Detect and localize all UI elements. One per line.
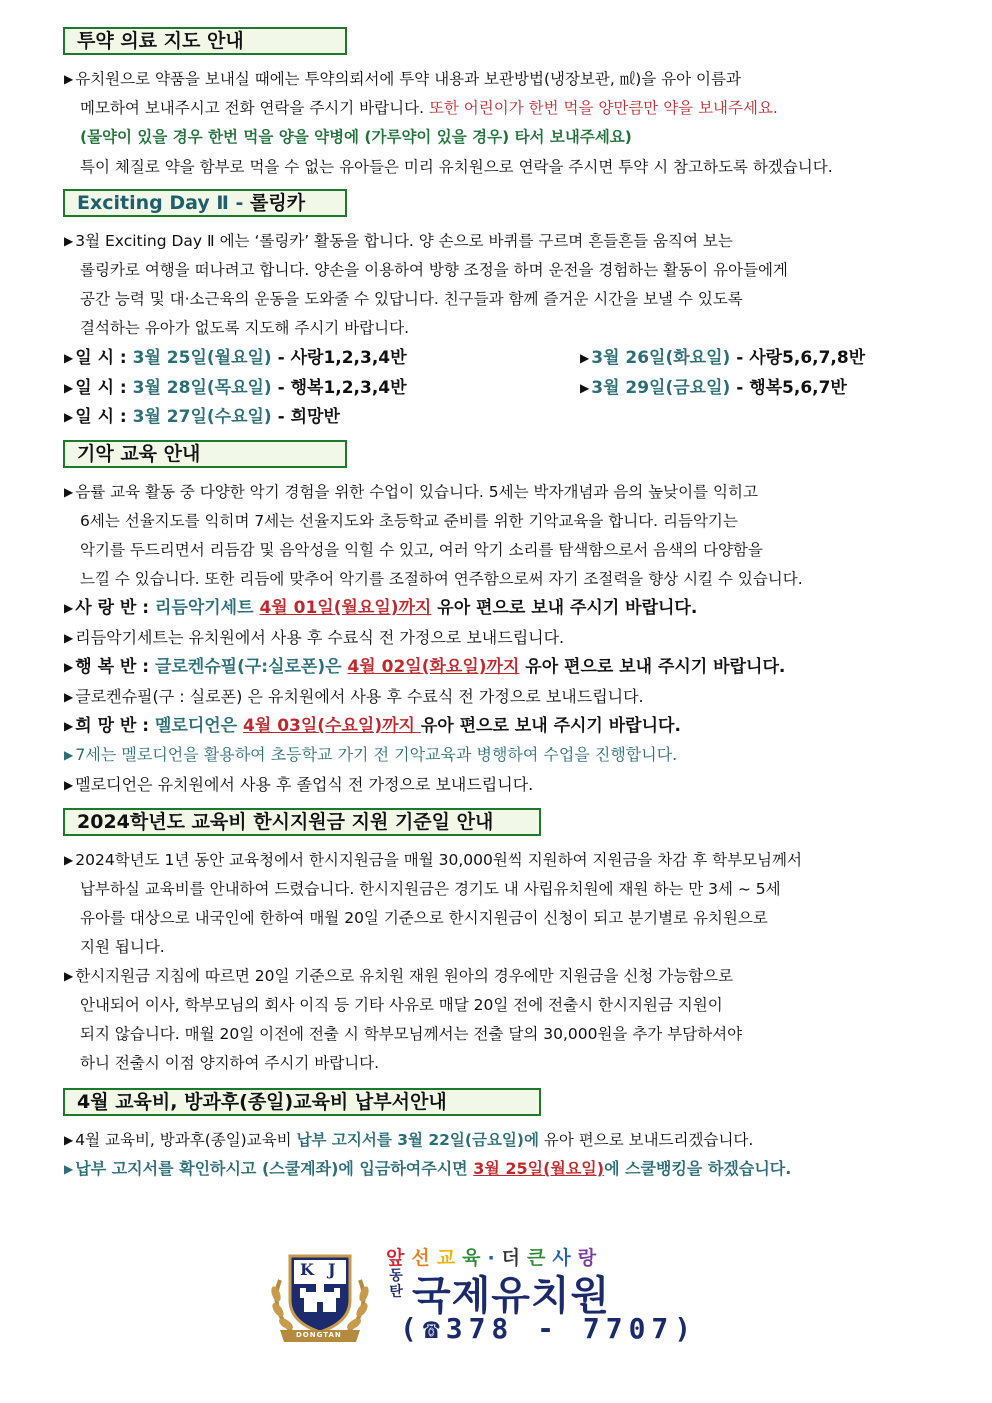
subsidy-b-line-3: 되지 않습니다. 매월 20일 이전에 전출 시 학부모님께서는 전출 달의 30,000원을 추가 부담하셔야: [80, 1025, 743, 1043]
instrument-note-haengbok: ▶ 글로켄슈필(구 : 실로폰) 은 유치원에서 사용 후 수료식 전 가정으로 보내드립니다.: [64, 687, 644, 708]
school-emblem: [266, 1250, 374, 1346]
subsidy-b-line-1: ▶ 한시지원금 지침에 따르면 20일 기준으로 유치원 재원 원아의 경우에만 지원금을 신청 가능함으로: [64, 966, 733, 987]
instrument-line-1: ▶ 음률 교육 활동 중 다양한 악기 경험을 위한 수업이 있습니다. 5세는 박자개념과 음의 높낮이를 익히고: [64, 482, 758, 503]
emblem-letter-j: J: [328, 1260, 336, 1279]
medication-line-3: (물약이 있을 경우 한번 먹을 양을 약병에 (가루약이 있을 경우) 타서 보내주세요): [80, 128, 632, 146]
subsidy-a-line-3: 유아를 대상으로 내국인에 한하여 매월 20일 기준으로 한시지원금이 신청이 되고 분기별로 유치원으로: [80, 909, 768, 927]
instrument-class-haengbok: ▶ 행 복 반 : 글로켄슈필(구:실로폰)은 4월 02일(화요일)까지 유아 편으로 보내 주시기 바랍니다.: [64, 657, 785, 678]
school-slogan: 앞선교육·더큰사랑: [386, 1247, 604, 1269]
exciting-line-3: 공간 능력 및 대·소근육의 운동을 도와줄 수 있답니다. 친구들과 함께 즐거운 시간을 보낼 수 있도록: [80, 290, 743, 308]
emblem-letter-k: K: [300, 1260, 314, 1279]
exciting-line-1: ▶ 3월 Exciting Day Ⅱ 에는 ‘롤링카’ 활동을 합니다. 양 손으로 바퀴를 구르며 흔들흔들 움직여 보는: [64, 231, 733, 252]
medication-line-1: ▶ 유치원으로 약품을 보내실 때에는 투약의뢰서에 투약 내용과 보관방법(냉장보관, ㎖)을 유아 이름과: [64, 69, 741, 90]
subsidy-a-line-2: 납부하실 교육비를 안내하여 드렸습니다. 한시지원금은 경기도 내 사립유치원에 재원 하는 만 3세 ~ 5세: [80, 880, 781, 898]
subsidy-a-line-1: ▶ 2024학년도 1년 동안 교육청에서 한시지원금을 매월 30,000원씩 지원하여 지원금을 차감 후 학부모님께서: [64, 850, 802, 871]
instrument-note-huimang: ▶ 멜로디언은 유치원에서 사용 후 졸업식 전 가정으로 보내드립니다.: [64, 775, 533, 796]
school-phone: (☎378 - 7707): [400, 1312, 698, 1345]
emblem-ribbon-text: DONGTAN: [296, 1331, 342, 1339]
exciting-line-4: 결석하는 유아가 없도록 지도해 주시기 바랍니다.: [80, 319, 410, 337]
schedule-item: ▶ 일 시 : 3월 27일(수요일) - 희망반: [64, 406, 340, 429]
instrument-line-2: 6세는 선율지도를 익히며 7세는 선율지도와 초등학교 준비를 위한 기악교육을 합니다. 리듬악기는: [80, 512, 738, 530]
section-header-tuition-bill: 4월 교육비, 방과후(종일)교육비 납부서안내: [63, 1088, 541, 1116]
instrument-line-4: 느낄 수 있습니다. 또한 리듬에 맞추어 악기를 조절하여 연주함으로써 자기 조절력을 향상 시킬 수 있습니다.: [80, 570, 803, 588]
instrument-class-huimang: ▶ 희 망 반 : 멜로디언은 4월 03일(수요일)까지 유아 편으로 보내 주시기 바랍니다.: [64, 716, 681, 737]
schedule-item: ▶ 일 시 : 3월 25일(월요일) - 사랑1,2,3,4반: [64, 347, 407, 370]
tuition-line-1: ▶ 4월 교육비, 방과후(종일)교육비 납부 고지서를 3월 22일(금요일)에 유아 편으로 보내드리겠습니다.: [64, 1130, 753, 1151]
subsidy-b-line-2: 안내되어 이사, 학부모님의 회사 이직 등 기타 사유로 매달 20일 전에 전출시 한시지원금 지원이: [80, 996, 723, 1014]
section-header-instrument: 기악 교육 안내: [63, 440, 347, 468]
school-name: 국제유치원: [412, 1273, 611, 1319]
section-header-exciting-day: Exciting Day Ⅱ - 롤링카: [63, 189, 347, 217]
schedule-item: ▶ 3월 26일(화요일) - 사랑5,6,7,8반: [580, 347, 865, 370]
instrument-note-sarang: ▶ 리듬악기세트는 유치원에서 사용 후 수료식 전 가정으로 보내드립니다.: [64, 628, 564, 649]
section-header-medication: 투약 의료 지도 안내: [63, 27, 347, 55]
instrument-line-3: 악기를 두드리면서 리듬감 및 음악성을 익힐 수 있고, 여러 악기 소리를 탐색함으로서 음색의 다양함을: [80, 541, 763, 559]
subsidy-a-line-4: 지원 됩니다.: [80, 938, 165, 956]
instrument-class-sarang: ▶ 사 랑 반 : 리듬악기세트 4월 01일(월요일)까지 유아 편으로 보내 주시기 바랍니다.: [64, 598, 697, 619]
school-prefix: 동 탄: [389, 1268, 403, 1300]
tuition-line-2: ▶ 납부 고지서를 확인하시고 (스쿨계좌)에 입금하여주시면 3월 25일(월요일)에 스쿨뱅킹을 하겠습니다.: [64, 1159, 791, 1180]
exciting-line-2: 롤링카로 여행을 떠나려고 합니다. 양손을 이용하여 방향 조정을 하며 운전을 경험하는 활동이 유아들에게: [80, 261, 788, 279]
schedule-item: ▶ 일 시 : 3월 28일(목요일) - 행복1,2,3,4반: [64, 377, 407, 400]
instrument-note-7yr: ▶ 7세는 멜로디언을 활용하여 초등학교 가기 전 기악교육과 병행하여 수업을 진행합니다.: [64, 745, 677, 766]
section-header-subsidy: 2024학년도 교육비 한시지원금 지원 기준일 안내: [63, 808, 541, 836]
schedule-item: ▶ 3월 29일(금요일) - 행복5,6,7반: [580, 377, 847, 400]
medication-line-2: 메모하여 보내주시고 전화 연락을 주시기 바랍니다. 또한 어린이가 한번 먹을 양만큼만 약을 보내주세요.: [80, 99, 778, 117]
medication-line-4: 특이 체질로 약을 함부로 먹을 수 없는 유아들은 미리 유치원으로 연락을 주시면 투약 시 참고하도록 하겠습니다.: [80, 158, 833, 176]
subsidy-b-line-4: 하니 전출시 이점 양지하여 주시기 바랍니다.: [80, 1054, 380, 1072]
